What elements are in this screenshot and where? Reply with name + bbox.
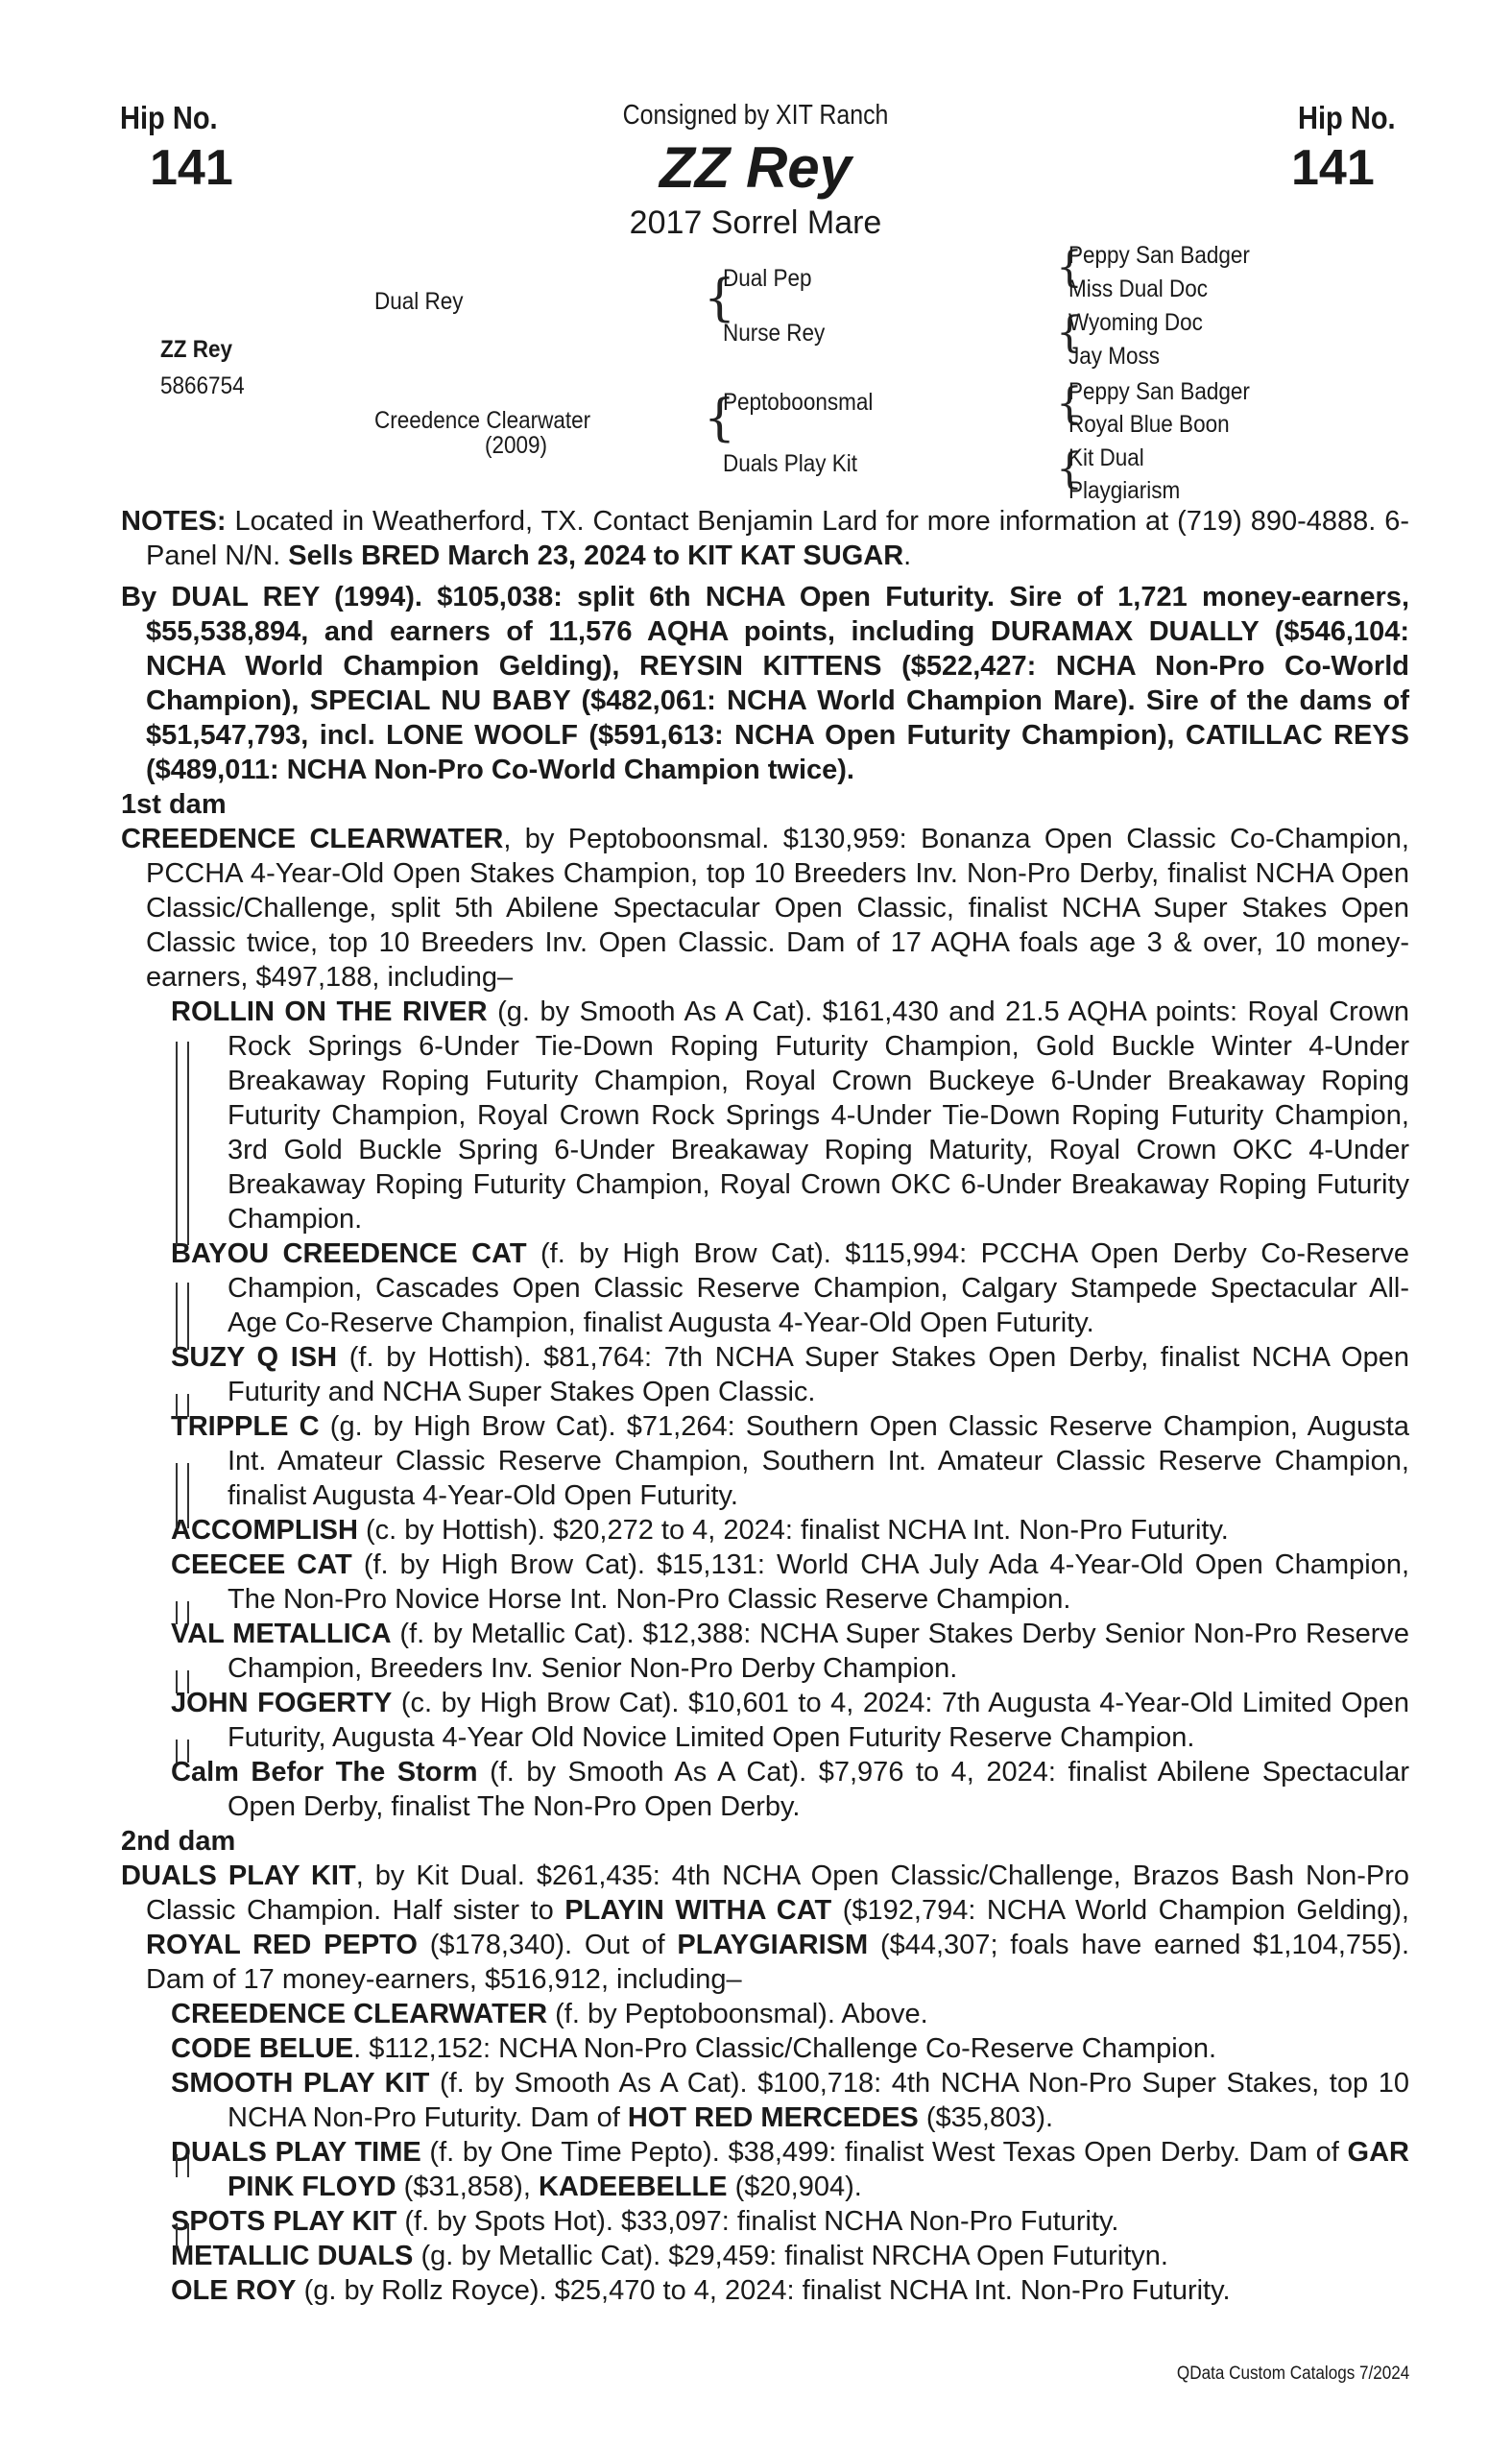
offspring-entry (171, 1513, 1409, 1548)
horse-title: ZZ Rey (659, 135, 852, 200)
pedigree-dam-year: (2009) (485, 432, 548, 459)
offspring-entry (171, 2066, 1409, 2135)
offspring-name: TRIPPLE C (171, 1411, 320, 1442)
offspring-record: (f. by Smooth As A Cat). $7,976 to 4, 2024: finalist Abilene Spectacular Open Derby, finalist The Non-Pro Open Derby. (228, 1757, 1409, 1822)
offspring-name: SPOTS PLAY KIT (171, 2206, 397, 2237)
offspring-entry (171, 2135, 1409, 2204)
offspring-entry (171, 1409, 1409, 1513)
second-dam-text: , by Kit Dual. $261,435: 4th NCHA Open Classic/Challenge, Brazos Bash Non-Pro Classic Champion. Half sister to (146, 1860, 1409, 1926)
brace-icon: { (1056, 243, 1083, 292)
notes-paragraph (121, 504, 1409, 573)
offspring-name: VAL METALLICA (171, 1619, 392, 1649)
pedigree-dds: Kit Dual (1068, 444, 1144, 471)
produce-marker-bars (176, 1042, 189, 1245)
second-dam-name: DUALS PLAY KIT (121, 1860, 356, 1891)
offspring-record: (g. by Metallic Cat). $29,459: finalist NRCHA Open Futurityn. (413, 2241, 1168, 2271)
pedigree-ddd: Playgiarism (1068, 477, 1181, 504)
notes-end: . (903, 540, 912, 571)
offspring-record: (f. by Peptoboonsmal). Above. (547, 1999, 928, 2029)
second-dam-text: ($44,307; foals have earned $1,104,755). Dam of 17 money-earners, $516,912, including– (146, 1930, 1410, 1995)
offspring-record: (f. by High Brow Cat). $115,994: PCCHA Open Derby Co-Reserve Champion, Cascades Open Classic Reserve Champion, Calgary Stampede Spectacular All-Age Co-Reserve Champion, finalist Augusta 4-Year-Old Open Futurity. (228, 1238, 1409, 1338)
consignor-line: Consigned by XIT Ranch (622, 100, 889, 131)
produce-marker-bars (176, 1394, 189, 1417)
offspring-record: (g. by Rollz Royce). $25,470 to 4, 2024: finalist NCHA Int. Non-Pro Futurity. (296, 2275, 1231, 2306)
offspring-name: BAYOU CREEDENCE CAT (171, 1238, 527, 1269)
produce-marker-bars (176, 1463, 189, 1528)
hip-label-right: Hip No. (1298, 100, 1396, 135)
produce-marker-bars (176, 1283, 189, 1350)
pedigree-sds: Wyoming Doc (1068, 309, 1203, 336)
brace-icon: { (1056, 308, 1083, 357)
notes-label: NOTES: (121, 506, 227, 537)
offspring-name: JOHN FOGERTY (171, 1688, 393, 1718)
offspring-name: ACCOMPLISH (171, 1515, 358, 1546)
first-dam-text: , by Peptoboonsmal. $130,959: Bonanza Open Classic Co-Champion, PCCHA 4-Year-Old Open Stakes Champion, top 10 Breeders Inv. Non-Pro Derby, finalist NCHA Open Classic/Challenge, split 5th Abilene Spectacular Open Classic, finalist NCHA Super Stakes Open Classic twice, top 10 Breeders Inv. Open Classic. Dam of 17 AQHA foals age 3 & over, 10 money-earners, $497,188, including– (146, 824, 1409, 993)
sire-paragraph: By DUAL REY (1994). $105,038: split 6th NCHA Open Futurity. Sire of 1,721 money-earners, $55,538,894, and earners of 11,576 AQHA points, including DURAMAX DUALLY ($546,104: NCHA World Champion Gelding), REYSIN KITTENS ($522,427: NCHA Non-Pro Co-World Champion), SPECIAL NU BABY ($482,061: NCHA World Champion Mare). Sire of the dams of $51,547,793, incl. LONE WOOLF ($591,613: NCHA Open Futurity Champion), CATILLAC REYS ($489,011: NCHA Non-Pro Co-World Champion twice). (121, 582, 1409, 785)
offspring-name: DUALS PLAY TIME (171, 2137, 421, 2168)
offspring-entry (171, 2273, 1409, 2308)
first-dam-offspring (121, 995, 1409, 1824)
offspring-entry (171, 2204, 1409, 2239)
hip-number-right: 141 (1291, 140, 1375, 196)
produce-marker-bars (176, 1670, 189, 1693)
offspring-name: CEECEE CAT (171, 1549, 352, 1580)
offspring-entry (171, 995, 1409, 1236)
offspring-name: METALLIC DUALS (171, 2241, 414, 2271)
offspring-record: . $112,152: NCHA Non-Pro Classic/Challenge Co-Reserve Champion. (353, 2033, 1217, 2064)
offspring-record: (f. by Hottish). $81,764: 7th NCHA Super Stakes Open Derby, finalist NCHA Open Futurity and NCHA Super Stakes Open Classic. (228, 1342, 1409, 1407)
first-dam-heading: 1st dam (121, 789, 227, 820)
offspring-entry (171, 1686, 1409, 1755)
pedigree-dss: Peppy San Badger (1068, 378, 1250, 405)
offspring-name: SUZY Q ISH (171, 1342, 338, 1373)
pedigree-reg-number: 5866754 (160, 372, 245, 399)
brace-icon: { (1056, 444, 1083, 493)
offspring-entry (171, 1997, 1409, 2031)
offspring-record: (f. by Spots Hot). $33,097: finalist NCHA Non-Pro Futurity. (396, 2206, 1119, 2237)
pedigree-dam-sire: Peptoboonsmal (723, 389, 874, 416)
offspring-entry (171, 2239, 1409, 2273)
horse-description: 2017 Sorrel Mare (629, 204, 882, 241)
second-dam-text: ($192,794: NCHA World Champion Gelding), (831, 1895, 1409, 1926)
second-dam-paragraph (121, 1859, 1409, 1997)
offspring-record: ($20,904). (727, 2172, 862, 2202)
offspring-record: (f. by One Time Pepto). $38,499: finalist West Texas Open Derby. Dam of (420, 2137, 1348, 2168)
offspring-name: SMOOTH PLAY KIT (171, 2068, 430, 2099)
brace-icon: { (704, 390, 736, 447)
brace-icon: { (1056, 379, 1083, 428)
offspring-name: Calm Befor The Storm (171, 1757, 478, 1788)
offspring-record: (g. by Smooth As A Cat). $161,430 and 21.5 AQHA points: Royal Crown Rock Springs 6-Under Tie-Down Roping Futurity Champion, Gold Buckle Winter 4-Under Breakaway Roping Futurity Champion, Royal Crown Buckeye 6-Under Breakaway Roping Futurity Champion, Royal Crown Rock Springs 4-Under Tie-Down Roping Futurity Champion, 3rd Gold Buckle Spring 6-Under Breakaway Roping Maturity, Royal Crown OKC 4-Under Breakaway Roping Futurity Champion, Royal Crown OKC 6-Under Breakaway Roping Futurity Champion. (228, 996, 1409, 1235)
pedigree-dam-dam: Duals Play Kit (723, 450, 858, 477)
third-dam-name: PLAYGIARISM (677, 1930, 869, 1960)
offspring-record: (c. by High Brow Cat). $10,601 to 4, 2024: 7th Augusta 4-Year-Old Limited Open Futurity, Augusta 4-Year Old Novice Limited Open Futurity Reserve Champion. (228, 1688, 1409, 1753)
catalog-body (121, 504, 1409, 2308)
offspring-entry (171, 1617, 1409, 1686)
offspring-name: CODE BELUE (171, 2033, 354, 2064)
offspring-record: (f. by Metallic Cat). $12,388: NCHA Super Stakes Derby Senior Non-Pro Reserve Champion, Breeders Inv. Senior Non-Pro Derby Champion. (228, 1619, 1409, 1684)
brace-icon: { (704, 270, 736, 327)
pedigree-sdd: Jay Moss (1068, 343, 1161, 370)
first-dam-paragraph (121, 822, 1409, 995)
produce-marker-bars (176, 2223, 189, 2246)
offspring-record: (c. by Hottish). $20,272 to 4, 2024: finalist NCHA Int. Non-Pro Futurity. (357, 1515, 1229, 1546)
second-dam-heading: 2nd dam (121, 1826, 236, 1857)
second-dam-text: ($178,340). Out of (417, 1930, 678, 1960)
offspring-entry (171, 1755, 1409, 1824)
offspring-name: ROLLIN ON THE RIVER (171, 996, 488, 1027)
offspring-entry (171, 1236, 1409, 1340)
pedigree-sss: Peppy San Badger (1068, 242, 1250, 269)
offspring-name: CREEDENCE CLEARWATER (171, 1999, 548, 2029)
pedigree-dam: Creedence Clearwater (374, 407, 591, 434)
pedigree-sire: Dual Rey (374, 288, 464, 315)
produce-marker-bars (176, 1740, 189, 1763)
half-sibling-name: ROYAL RED PEPTO (146, 1930, 418, 1960)
offspring-record: ($35,803). (918, 2102, 1054, 2133)
notes-text: Located in Weatherford, TX. Contact Benjamin Lard for more information at (719) 890-4888. 6-Panel N/N. (146, 506, 1409, 571)
produce-name: KADEEBELLE (538, 2172, 728, 2202)
offspring-record: ($31,858), (396, 2172, 539, 2202)
produce-name: HOT RED MERCEDES (627, 2102, 919, 2133)
footer-credit: QData Custom Catalogs 7/2024 (1176, 2364, 1409, 2384)
pedigree-sire-dam: Nurse Rey (723, 320, 826, 347)
offspring-record: (f. by High Brow Cat). $15,131: World CHA July Ada 4-Year-Old Open Champion, The Non-Pro Novice Horse Int. Non-Pro Classic Reserve Champion. (228, 1549, 1410, 1615)
offspring-name: OLE ROY (171, 2275, 297, 2306)
notes-bred-status: Sells BRED March 23, 2024 to KIT KAT SUGAR (288, 540, 904, 571)
offspring-record: (g. by High Brow Cat). $71,264: Southern Open Classic Reserve Champion, Augusta Int. Amateur Classic Reserve Champion, Southern Int. Amateur Classic Reserve Champion, finalist Augusta 4-Year-Old Open Futurity. (228, 1411, 1409, 1511)
pedigree-subject: ZZ Rey (160, 336, 233, 363)
second-dam-offspring (121, 1997, 1409, 2308)
offspring-entry (171, 1548, 1409, 1617)
half-sibling-name: PLAYIN WITHA CAT (564, 1895, 832, 1926)
produce-marker-bars (176, 2154, 189, 2177)
offspring-entry (171, 1340, 1409, 1409)
hip-number-left: 141 (150, 140, 233, 196)
pedigree-dsd: Royal Blue Boon (1068, 411, 1230, 438)
pedigree-sire-sire: Dual Pep (723, 265, 812, 292)
pedigree-ssd: Miss Dual Doc (1068, 276, 1209, 302)
produce-name: GAR PINK FLOYD (228, 2137, 1409, 2202)
hip-label-left: Hip No. (120, 100, 218, 135)
first-dam-name: CREEDENCE CLEARWATER (121, 824, 504, 854)
produce-marker-bars (176, 1601, 189, 1624)
offspring-entry (171, 2031, 1409, 2066)
offspring-record: (f. by Smooth As A Cat). $100,718: 4th NCHA Non-Pro Super Stakes, top 10 NCHA Non-Pro Futurity. Dam of (228, 2068, 1409, 2133)
